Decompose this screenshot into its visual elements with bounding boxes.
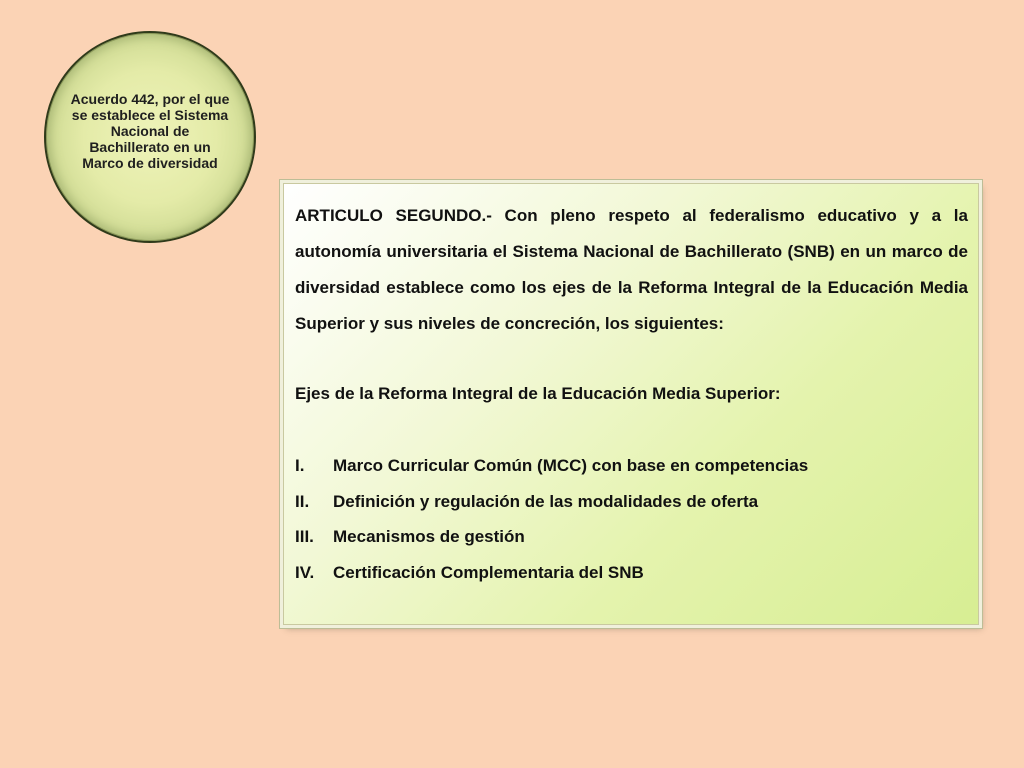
list-item bbox=[295, 519, 968, 555]
agreement-circle bbox=[44, 31, 256, 243]
list-item-number: II. bbox=[295, 491, 310, 511]
agreement-title: Acuerdo 442, por el que se establece el Sistema Nacional de Bachillerato en un Marco de diversidad bbox=[70, 91, 230, 171]
list-item-text: Definición y regulación de las modalidades de oferta bbox=[333, 491, 759, 511]
list-item-text: Certificación Complementaria del SNB bbox=[333, 562, 644, 582]
article-paragraph: ARTICULO SEGUNDO.- Con pleno respeto al federalismo educativo y a la autonomía universitaria el Sistema Nacional de Bachillerato (SNB) en un marco de diversidad establece como los ejes de la Reforma Integral de la Educación Media Superior y sus niveles de concreción, los siguientes: bbox=[295, 206, 968, 333]
list-item-text: Marco Curricular Común (MCC) con base en competencias bbox=[333, 456, 809, 475]
axes-list bbox=[295, 448, 968, 590]
list-item-number: IV. bbox=[295, 562, 315, 582]
list-item-number: III. bbox=[295, 527, 314, 546]
list-item bbox=[295, 484, 968, 520]
list-item-text: Mecanismos de gestión bbox=[333, 527, 525, 546]
list-item-number: I. bbox=[295, 456, 305, 475]
list-item bbox=[295, 555, 968, 591]
article-box bbox=[283, 183, 979, 625]
list-item bbox=[295, 448, 968, 484]
axes-heading: Ejes de la Reforma Integral de la Educación Media Superior: bbox=[295, 384, 781, 403]
